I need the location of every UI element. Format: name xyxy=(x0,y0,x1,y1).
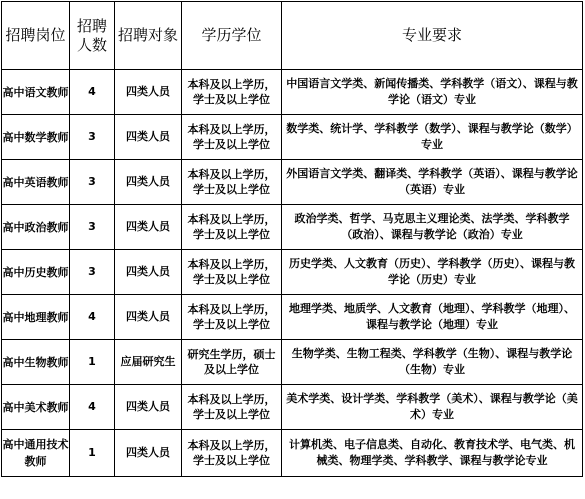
cell-degree: 本科及以上学历，学士及以上学位 xyxy=(182,205,282,250)
cell-degree: 本科及以上学历，学士及以上学位 xyxy=(182,430,282,477)
header-row xyxy=(2,2,583,70)
cell-major: 美术学类、设计学类、学科教学（美术）、课程与教学论（美术）专业 xyxy=(282,385,583,430)
cell-post: 高中生物教师 xyxy=(2,340,70,385)
table-row xyxy=(2,70,583,115)
cell-post: 高中数学教师 xyxy=(2,115,70,160)
cell-degree: 本科及以上学历，学士及以上学位 xyxy=(182,160,282,205)
cell-post: 高中通用技术教师 xyxy=(2,430,70,477)
cell-major: 数学类、统计学、学科教学（数学）、课程与教学论（数学）专业 xyxy=(282,115,583,160)
cell-target: 四类人员 xyxy=(115,115,182,160)
cell-count: 3 xyxy=(70,160,115,205)
header-degree: 学历学位 xyxy=(182,2,282,70)
table-row xyxy=(2,250,583,295)
cell-target: 四类人员 xyxy=(115,205,182,250)
table-row xyxy=(2,205,583,250)
table-row xyxy=(2,430,583,477)
table-row xyxy=(2,385,583,430)
cell-major: 历史学类、人文教育（历史）、学科教学（历史）、课程与教学论（历史）专业 xyxy=(282,250,583,295)
cell-target: 应届研究生 xyxy=(115,340,182,385)
cell-degree: 本科及以上学历，学士及以上学位 xyxy=(182,385,282,430)
cell-post: 高中地理教师 xyxy=(2,295,70,340)
cell-major: 地理学类、地质学、人文教育（地理）、学科教学（地理）、课程与教学论（地理）专业 xyxy=(282,295,583,340)
cell-target: 四类人员 xyxy=(115,70,182,115)
cell-major: 外国语言文学类、翻译类、学科教学（英语）、课程与教学论（英语）专业 xyxy=(282,160,583,205)
cell-post: 高中美术教师 xyxy=(2,385,70,430)
table-row xyxy=(2,160,583,205)
cell-post: 高中语文教师 xyxy=(2,70,70,115)
table-row xyxy=(2,340,583,385)
cell-count: 1 xyxy=(70,430,115,477)
cell-target: 四类人员 xyxy=(115,385,182,430)
cell-count: 4 xyxy=(70,385,115,430)
cell-target: 四类人员 xyxy=(115,160,182,205)
cell-target: 四类人员 xyxy=(115,295,182,340)
cell-degree: 研究生学历，硕士及以上学位 xyxy=(182,340,282,385)
cell-major: 计算机类、电子信息类、自动化、教育技术学、电气类、机械类、物理学类、学科教学、课程与教学论专业 xyxy=(282,430,583,477)
cell-degree: 本科及以上学历，学士及以上学位 xyxy=(182,295,282,340)
cell-major: 生物学类、生物工程类、学科教学（生物）、课程与教学论（生物）专业 xyxy=(282,340,583,385)
header-post: 招聘岗位 xyxy=(2,2,70,70)
cell-target: 四类人员 xyxy=(115,430,182,477)
cell-major: 中国语言文学类、新闻传播类、学科教学（语文）、课程与教学论（语文）专业 xyxy=(282,70,583,115)
cell-count: 3 xyxy=(70,205,115,250)
cell-count: 3 xyxy=(70,250,115,295)
cell-count: 4 xyxy=(70,295,115,340)
header-target: 招聘对象 xyxy=(115,2,182,70)
header-major: 专业要求 xyxy=(282,2,583,70)
cell-post: 高中历史教师 xyxy=(2,250,70,295)
table-row xyxy=(2,115,583,160)
cell-degree: 本科及以上学历，学士及以上学位 xyxy=(182,115,282,160)
cell-target: 四类人员 xyxy=(115,250,182,295)
header-count: 招聘人数 xyxy=(70,2,115,70)
cell-post: 高中英语教师 xyxy=(2,160,70,205)
cell-major: 政治学类、哲学、马克思主义理论类、法学类、学科教学（政治）、课程与教学论（政治）专业 xyxy=(282,205,583,250)
cell-degree: 本科及以上学历，学士及以上学位 xyxy=(182,250,282,295)
recruitment-table xyxy=(1,1,583,477)
cell-count: 4 xyxy=(70,70,115,115)
cell-count: 1 xyxy=(70,340,115,385)
cell-count: 3 xyxy=(70,115,115,160)
table-row xyxy=(2,295,583,340)
cell-post: 高中政治教师 xyxy=(2,205,70,250)
cell-degree: 本科及以上学历，学士及以上学位 xyxy=(182,70,282,115)
